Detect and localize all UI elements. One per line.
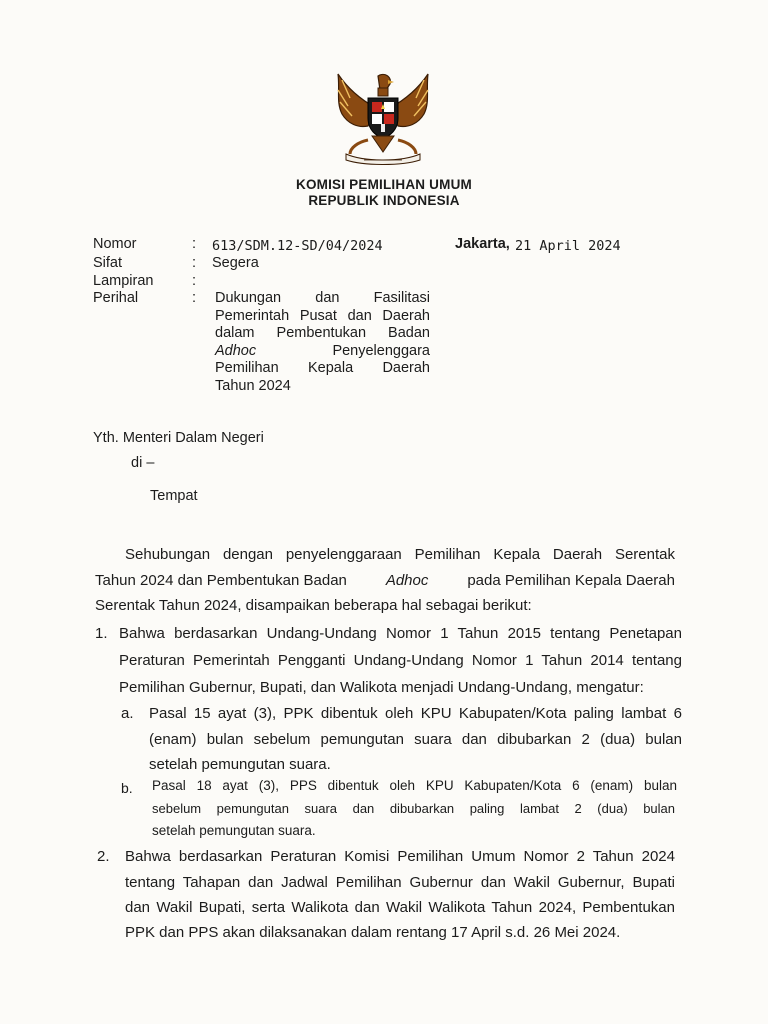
item-line: Bahwa berdasarkan Peraturan Komisi Pemilihan Umum Nomor 2 Tahun 2024 (125, 848, 675, 865)
item-line: dan Wakil Bupati, serta Walikota dan Wakil Walikota Tahun 2024, Pembentukan (125, 899, 675, 916)
colon: : (192, 290, 197, 306)
addressee-di: di – (131, 455, 155, 471)
addressee-to: Yth. Menteri Dalam Negeri (93, 430, 264, 446)
subitem-line: setelah pemungutan suara. (152, 823, 316, 838)
perihal-penyelenggara: Penyelenggara (332, 342, 430, 359)
item-line: PPK dan PPS akan dilaksanakan dalam rentang 17 April s.d. 26 Mei 2024. (125, 924, 621, 941)
nomor-value: 613/SDM.12-SD/04/2024 (212, 238, 383, 254)
subitem-line: setelah pemungutan suara. (149, 756, 331, 773)
item-number: 2. (97, 848, 110, 865)
intro-adhoc: Adhoc (385, 572, 429, 589)
item-line: Pemilihan Gubernur, Bupati, dan Walikota menjadi Undang-Undang, mengatur: (119, 679, 644, 696)
perihal-line (215, 343, 430, 361)
org-name-line1: KOMISI PEMILIHAN UMUM (296, 177, 472, 192)
item-line: Peraturan Pemerintah Pengganti Undang-Undang Nomor 1 Tahun 2014 tentang (119, 652, 682, 669)
intro-line (95, 572, 675, 589)
garuda-emblem-icon (328, 68, 438, 168)
perihal-line: dalam Pembentukan Badan (215, 325, 430, 341)
city: Jakarta, (455, 236, 510, 252)
org-name-line2: REPUBLIK INDONESIA (308, 193, 460, 208)
intro-line: Serentak Tahun 2024, disampaikan beberapa hal sebagai berikut: (95, 597, 532, 614)
perihal-line: Pemilihan Kepala Daerah (215, 360, 430, 376)
lampiran-label: Lampiran (93, 273, 154, 289)
perihal-adhoc: Adhoc (215, 342, 257, 359)
subitem-line: sebelum pemungutan suara dan dibubarkan paling lambat 2 (dua) bulan (152, 801, 675, 816)
item-number: 1. (95, 625, 108, 642)
addressee-place: Tempat (150, 488, 198, 504)
intro-line: Sehubungan dengan penyelenggaraan Pemilihan Kepala Daerah Serentak (125, 546, 675, 563)
colon: : (192, 273, 197, 289)
sifat-label: Sifat (93, 255, 123, 271)
colon: : (192, 255, 197, 271)
perihal-line: Pemerintah Pusat dan Daerah (215, 307, 430, 324)
colon: : (192, 236, 197, 252)
intro-text-a: Tahun 2024 dan Pembentukan Badan (95, 572, 347, 589)
intro-text-b: pada Pemilihan Kepala Daerah (467, 572, 675, 589)
subitem-line: Pasal 15 ayat (3), PPK dibentuk oleh KPU Kabupaten/Kota paling lambat 6 (149, 705, 682, 722)
item-line: Bahwa berdasarkan Undang-Undang Nomor 1 Tahun 2015 tentang Penetapan (119, 625, 682, 642)
subitem-letter: b. (121, 780, 133, 796)
sifat-value: Segera (212, 255, 259, 271)
perihal-label: Perihal (93, 290, 139, 306)
subitem-line: (enam) bulan sebelum pemungutan suara dan dibubarkan 2 (dua) bulan (149, 731, 682, 748)
nomor-label: Nomor (93, 236, 137, 252)
perihal-line: Tahun 2024 (215, 377, 291, 394)
item-line: tentang Tahapan dan Jadwal Pemilihan Gubernur dan Wakil Gubernur, Bupati (125, 874, 675, 891)
perihal-line: Dukungan dan Fasilitasi (215, 290, 430, 306)
subitem-line: Pasal 18 ayat (3), PPS dibentuk oleh KPU Kabupaten/Kota 6 (enam) bulan (152, 778, 677, 793)
perihal-value (215, 290, 430, 395)
subitem-letter: a. (121, 705, 134, 722)
letter-date: 21 April 2024 (515, 238, 621, 254)
